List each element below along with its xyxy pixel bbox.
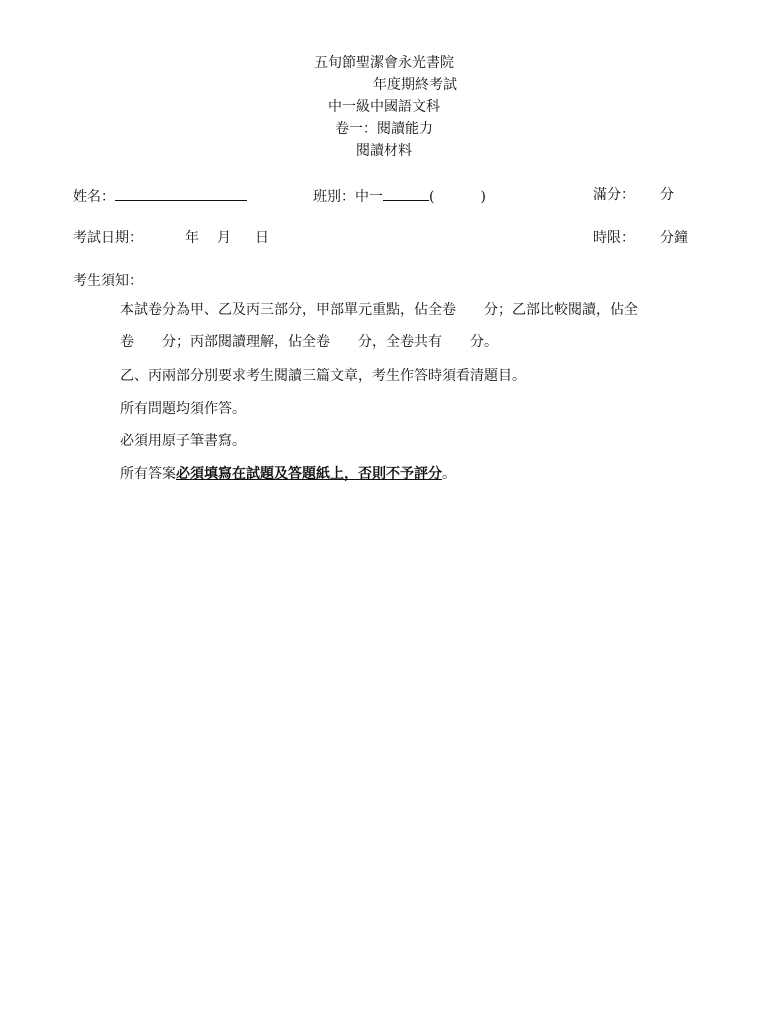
full-marks-label: 滿分： (593, 187, 635, 203)
date-year: 年 (185, 230, 199, 246)
full-marks-unit: 分 (660, 187, 674, 203)
instructions-heading: 考生須知： (73, 273, 143, 289)
time-limit-unit: 分鐘 (660, 230, 688, 246)
instruction-5 (120, 465, 456, 483)
class-number-close: ) (480, 189, 486, 205)
grade-subject: 中一級中國語文科 (328, 99, 440, 115)
name-row (73, 186, 247, 206)
instruction-5-emphasis: 必須填寫在試題及答題紙上，否則不予評分 (176, 466, 442, 482)
class-row (313, 186, 486, 206)
name-blank[interactable] (115, 186, 247, 201)
name-label: 姓名： (73, 189, 115, 205)
date-day: 日 (255, 230, 269, 246)
instruction-5-prefix: 所有答案 (120, 466, 176, 482)
instruction-2: 乙、丙兩部分別要求考生閱讀三篇文章，考生作答時須看清題目。 (120, 368, 526, 384)
class-label: 班別：中一 (313, 189, 383, 205)
instruction-5-suffix: 。 (442, 466, 456, 482)
instruction-1-line-2: 卷 分；丙部閱讀理解，佔全卷 分，全卷共有 分。 (120, 334, 498, 350)
paper-title: 卷一：閱讀能力 (335, 121, 433, 137)
class-number-open: ( (429, 189, 435, 205)
exam-title: 年度期終考試 (373, 77, 457, 93)
school-name: 五旬節聖潔會永光書院 (314, 55, 454, 71)
date-label: 考試日期： (73, 230, 143, 246)
material-title: 閱讀材料 (356, 143, 412, 159)
instruction-1-line-1: 本試卷分為甲、乙及丙三部分，甲部單元重點，佔全卷 分；乙部比較閱讀，佔全 (120, 302, 638, 318)
class-blank[interactable] (383, 186, 429, 201)
instruction-3: 所有問題均須作答。 (120, 401, 246, 417)
date-month: 月 (217, 230, 231, 246)
instruction-4: 必須用原子筆書寫。 (120, 433, 246, 449)
time-limit-label: 時限： (593, 230, 635, 246)
